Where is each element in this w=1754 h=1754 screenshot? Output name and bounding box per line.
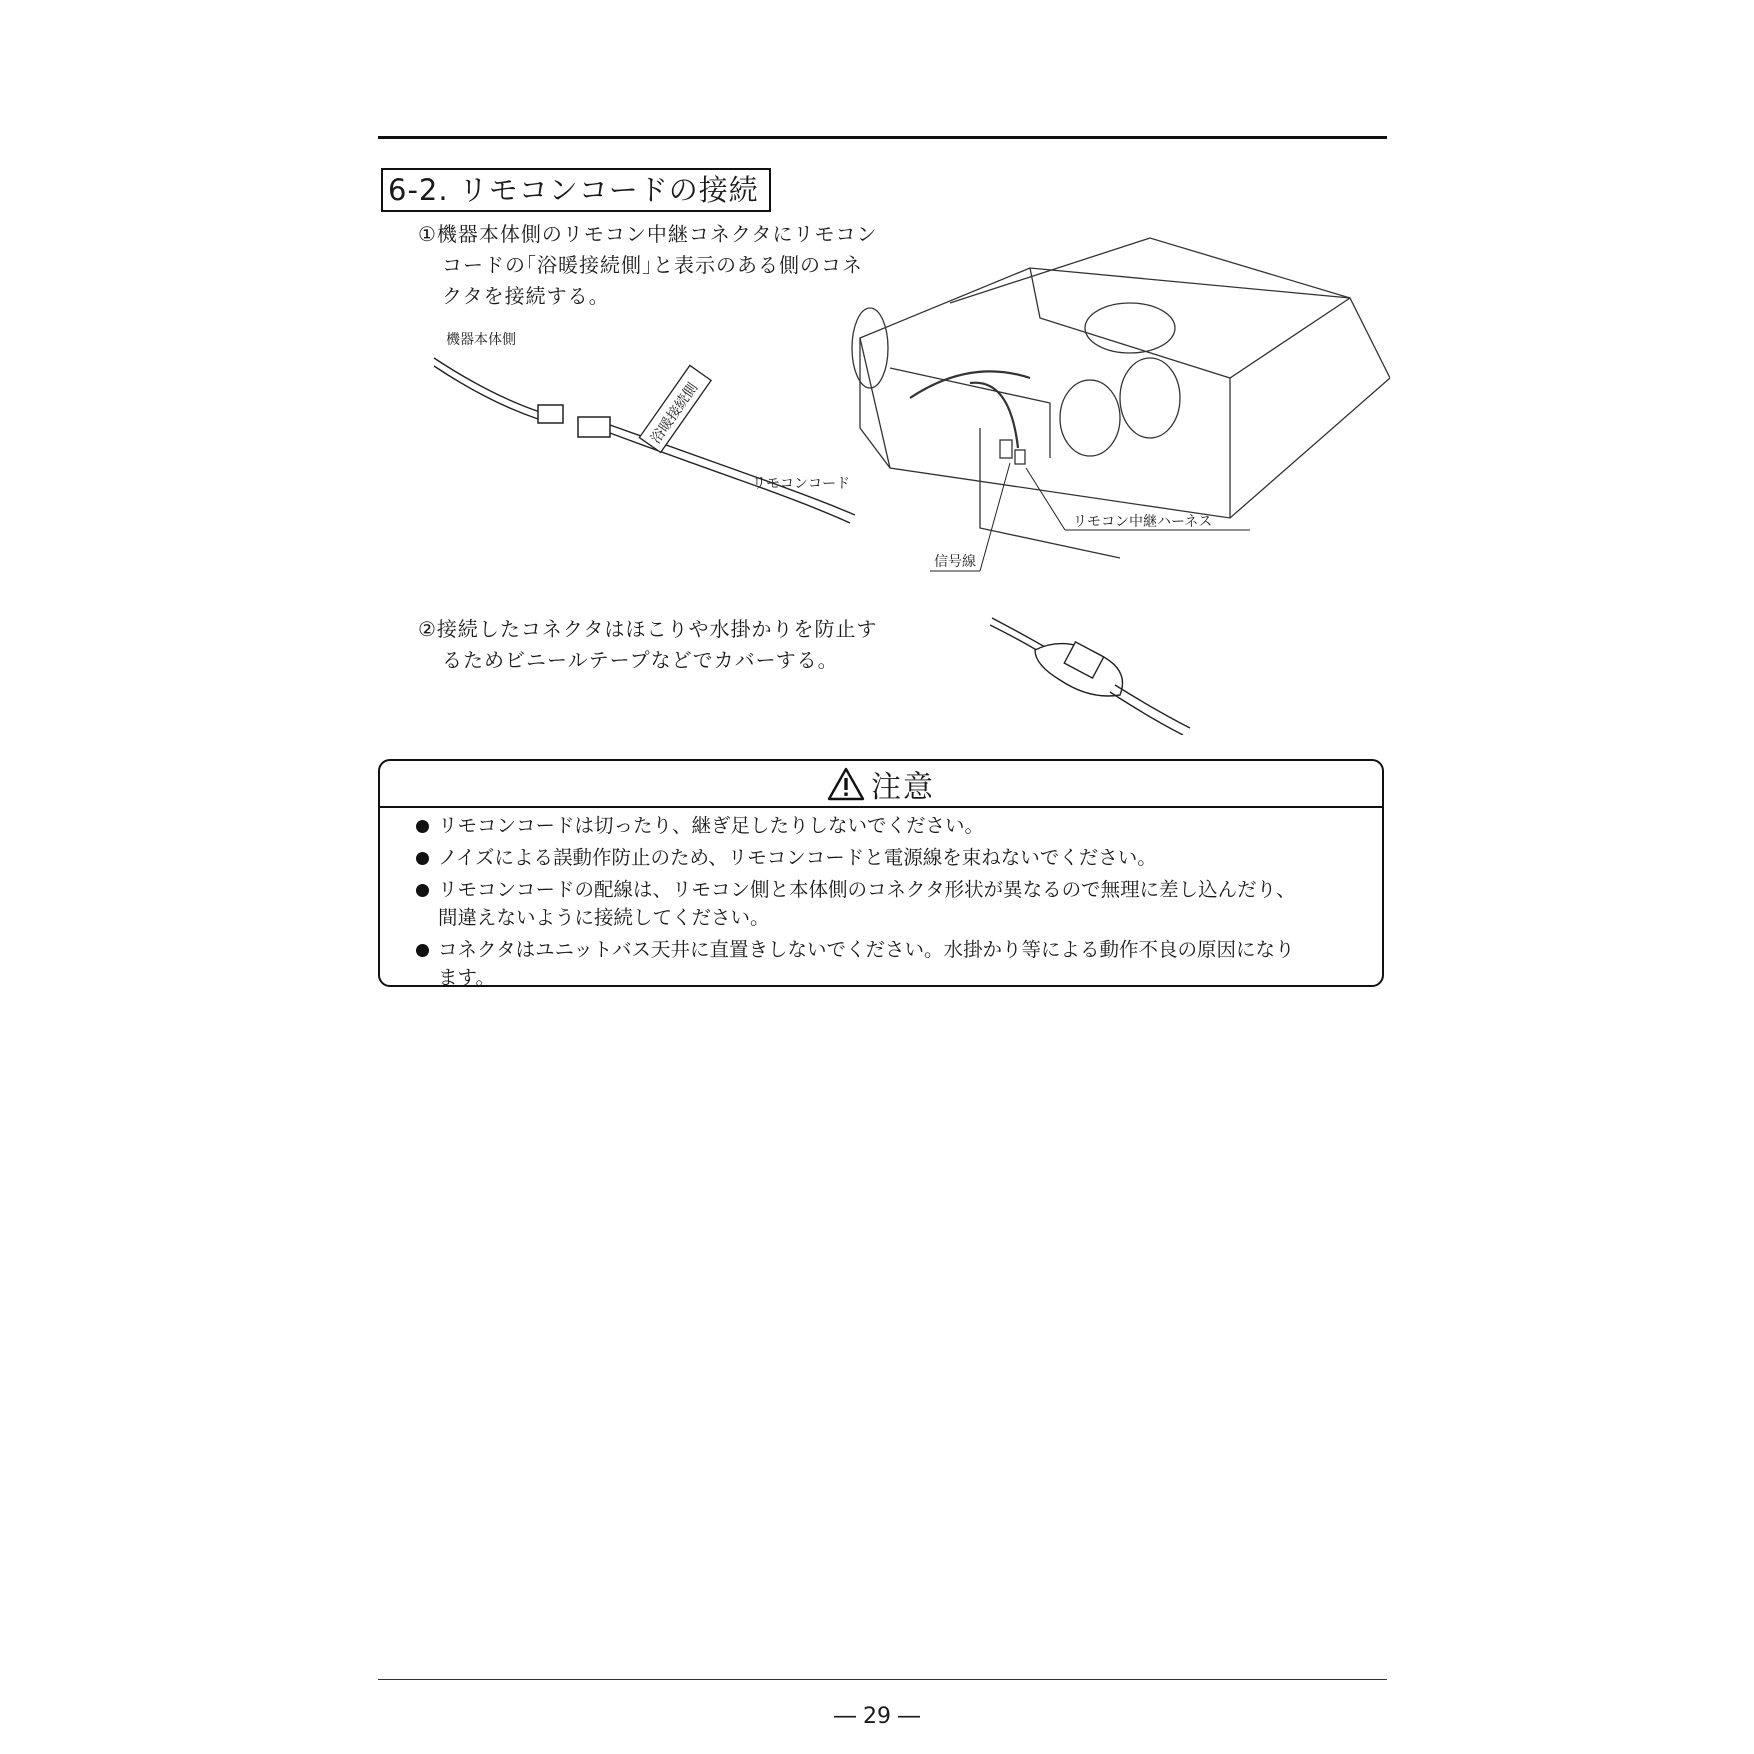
step-1-line-3: クタを接続する。: [442, 284, 610, 308]
label-main-side: 機器本体側: [446, 332, 516, 348]
caution-item-text-cont: 間違えないように接続してください。: [438, 906, 770, 929]
label-signal: 信号線: [934, 554, 976, 570]
bottom-rule: [378, 1679, 1387, 1680]
unit-illustration: [830, 228, 1390, 588]
section-title: 6-2. リモコンコードの接続: [381, 168, 771, 212]
caution-item-text-cont: ます。: [438, 966, 495, 989]
step-1-line-2: コードの｢浴暖接続側｣と表示のある側のコネ: [442, 253, 863, 277]
caution-list: [380, 808, 1382, 992]
step-2-line-1: ②接続したコネクタはほこりや水掛かりを防止す: [418, 617, 878, 641]
top-rule: [378, 136, 1387, 139]
caution-box: [378, 759, 1384, 987]
caution-item-text: リモコンコードの配線は、リモコン側と本体側のコネクタ形状が異なるので無理に差し込んだり、: [438, 878, 1296, 901]
caution-item: [416, 876, 1382, 932]
caution-item: [416, 812, 1382, 840]
page-number: ― 29 ―: [834, 1704, 920, 1729]
caution-item-text: コネクタはユニットバス天井に直置きしないでください。水掛かり等による動作不良の原因になり: [438, 938, 1295, 961]
connector-cable-figure: [430, 325, 860, 525]
caution-title: 注意: [871, 769, 935, 805]
label-remote-cord: リモコンコード: [752, 476, 850, 492]
step-2-line-2: るためビニールテープなどでカバーする。: [442, 648, 839, 672]
caution-item-text: ノイズによる誤動作防止のため、リモコンコードと電源線を束ねないでください。: [438, 846, 1157, 869]
step-1-line-1: ①機器本体側のリモコン中継コネクタにリモコン: [418, 222, 878, 246]
warning-triangle-icon: [827, 767, 865, 801]
caution-header: [380, 761, 1382, 808]
label-tag: 浴暖接続側: [647, 380, 702, 447]
caution-item-text: リモコンコードは切ったり、継ぎ足したりしないでください。: [438, 814, 985, 837]
label-harness: リモコン中継ハーネス: [1073, 514, 1213, 530]
step-1: [418, 219, 878, 312]
step-2: [418, 614, 878, 676]
taped-connector-figure: [990, 610, 1200, 735]
caution-item: [416, 936, 1382, 992]
caution-item: [416, 844, 1382, 872]
